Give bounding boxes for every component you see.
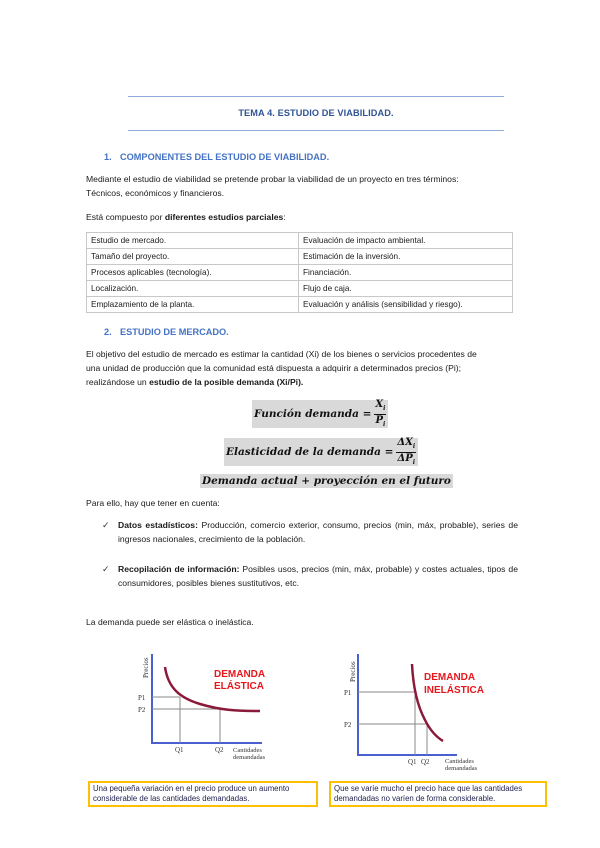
chart-label-line1: DEMANDA <box>214 669 266 680</box>
line-3-prefix: realizándose un <box>86 377 150 387</box>
table-cell: Evaluación y análisis (sensibilidad y riesgo). <box>299 297 513 313</box>
y-axis-label: Precios <box>142 657 150 678</box>
x-axis-label-line2: demandadas <box>445 765 478 770</box>
chart-label-line2: ELÁSTICA <box>214 681 264 692</box>
table-cell: Estimación de la inversión. <box>299 249 513 265</box>
paragraph-line-1: El objetivo del estudio de mercado es estimar la cantidad (Xi) de los bienes o servicios procedentes de <box>86 349 477 359</box>
section-2-paragraph <box>86 347 518 389</box>
inelastic-caption: Que se varíe mucho el precio hace que las cantidades demandadas no varíen de forma considerable. <box>329 781 547 807</box>
elastic-demand-graph <box>120 648 320 768</box>
formula-2-numerator <box>396 437 416 453</box>
consider-intro: Para ello, hay que tener en cuenta: <box>86 498 220 508</box>
table-row <box>87 281 513 297</box>
formula-demand-elasticity <box>224 438 418 466</box>
intro-line-2: Técnicos, económicos y financieros. <box>86 188 225 198</box>
formula-1-numerator <box>374 399 386 415</box>
composed-suffix: : <box>283 212 286 222</box>
section-1-intro <box>86 172 518 200</box>
table-cell: Financiación. <box>299 265 513 281</box>
composed-bold: diferentes estudios parciales <box>164 212 284 222</box>
section-2-number: 2. <box>104 327 112 337</box>
section-2-title: ESTUDIO DE MERCADO. <box>120 327 229 337</box>
formula-demand-function <box>252 400 388 428</box>
table-cell: Procesos aplicables (tecnología). <box>87 265 299 281</box>
formula-2-fraction <box>396 437 416 468</box>
x-axis-label-line2: demandadas <box>233 754 266 761</box>
intro-line-1: Mediante el estudio de viabilidad se pretende probar la viabilidad de un proyecto en tres términos: <box>86 174 459 184</box>
q2-label: Q2 <box>421 758 430 766</box>
bullet-information-gathering <box>102 562 518 590</box>
bullet-1-text: Producción, comercio exterior, consumo, precios (min, máx, probable), series de ingresos nacionales, crecimiento de la población. <box>118 520 518 544</box>
elastic-caption: Una pequeña variación en el precio produce un aumento considerable de las cantidades demandadas. <box>88 781 318 807</box>
paragraph-line-3 <box>86 375 518 389</box>
elastic-demand-chart <box>120 648 320 768</box>
denominator-subscript: i <box>412 458 416 466</box>
bullet-2-text: Posibles usos, precios (min, máx, probable) y costes actuales, tipos de consumidores, posibles bienes sustitutivos, etc. <box>118 564 518 588</box>
section-2-heading <box>104 327 229 337</box>
table-cell: Evaluación de impacto ambiental. <box>299 233 513 249</box>
page-title: TEMA 4. ESTUDIO DE VIABILIDAD. <box>238 108 394 118</box>
formula-1-denominator <box>376 415 386 430</box>
p1-label: P1 <box>344 689 352 697</box>
inelastic-demand-graph <box>335 650 540 770</box>
numerator-symbol: ΔX <box>397 436 413 448</box>
q2-label: Q2 <box>215 746 224 754</box>
x-axis-label-line1: Cantidades <box>233 747 262 754</box>
demand-types-sentence: La demanda puede ser elástica o inelástica. <box>86 617 254 627</box>
checkmark-icon: ✓ <box>102 520 110 530</box>
table-row <box>87 233 513 249</box>
denominator-subscript: i <box>383 420 386 428</box>
q1-label: Q1 <box>175 746 184 754</box>
composed-by-text <box>86 210 518 224</box>
p2-label: P2 <box>344 721 352 729</box>
p2-label: P2 <box>138 706 146 714</box>
chart-label-line2: INELÁSTICA <box>424 685 484 696</box>
table-cell: Flujo de caja. <box>299 281 513 297</box>
table-row <box>87 297 513 313</box>
numerator-subscript: i <box>383 404 386 412</box>
section-1-title: COMPONENTES DEL ESTUDIO DE VIABILIDAD. <box>120 152 330 162</box>
p1-label: P1 <box>138 694 146 702</box>
title-bottom-rule <box>128 130 504 131</box>
table-row <box>87 265 513 281</box>
bullet-statistical-data <box>102 518 518 546</box>
checkmark-icon: ✓ <box>102 564 110 574</box>
formula-1-label: Función demanda = <box>254 408 372 420</box>
title-top-rule <box>128 96 504 97</box>
chart-label-line1: DEMANDA <box>424 672 476 683</box>
table-cell: Localización. <box>87 281 299 297</box>
bullet-2-bold: Recopilación de información: <box>118 564 240 574</box>
denominator-symbol: P <box>375 414 384 426</box>
components-table <box>86 232 513 313</box>
section-1-heading <box>104 152 329 162</box>
table-cell: Tamaño del proyecto. <box>87 249 299 265</box>
x-axis-label-line1: Cantidades <box>445 758 474 765</box>
denominator-symbol: ΔP <box>397 452 413 464</box>
numerator-subscript: i <box>412 442 416 450</box>
formula-2-label: Elasticidad de la demanda = <box>226 446 394 458</box>
line-3-bold: estudio de la posible demanda (Xi/Pi). <box>149 377 304 387</box>
formula-1-fraction <box>374 399 386 430</box>
composed-prefix: Está compuesto por <box>86 212 165 222</box>
table-cell: Estudio de mercado. <box>87 233 299 249</box>
inelastic-demand-chart <box>335 650 540 770</box>
table-row <box>87 249 513 265</box>
paragraph-line-2: una unidad de producción que la comunidad está dispuesta a adquirir a determinados precios (Pi); <box>86 363 462 373</box>
table-cell: Emplazamiento de la planta. <box>87 297 299 313</box>
bullet-1-bold: Datos estadísticos: <box>118 520 198 530</box>
y-axis-label: Precios <box>349 661 357 682</box>
numerator-symbol: X <box>375 398 384 410</box>
section-1-number: 1. <box>104 152 112 162</box>
formula-demand-projection: Demanda actual + proyección en el futuro <box>202 475 451 487</box>
q1-label: Q1 <box>408 758 417 766</box>
formula-2-denominator <box>398 453 416 468</box>
